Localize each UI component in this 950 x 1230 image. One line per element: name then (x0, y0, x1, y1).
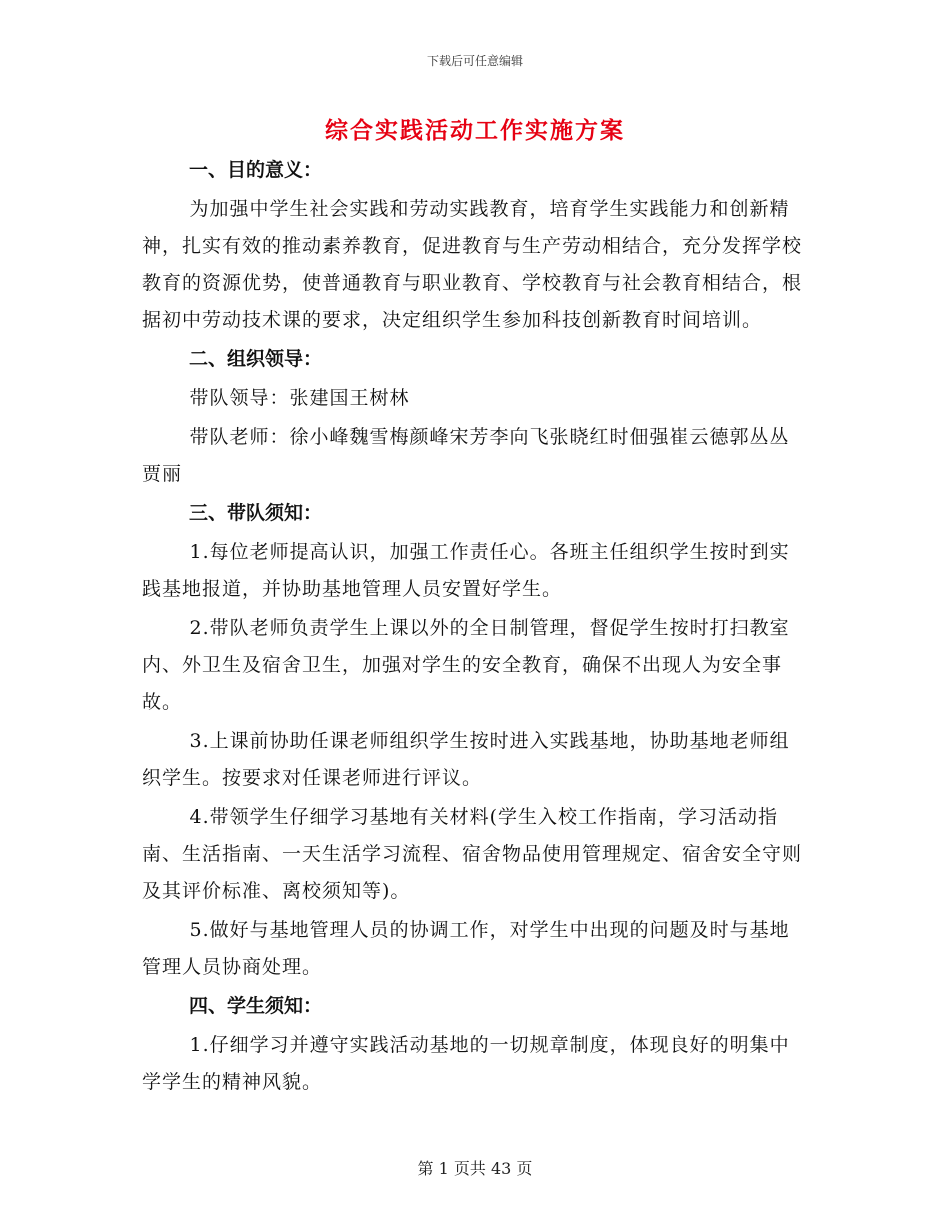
document-body (142, 152, 807, 1103)
document-title: 综合实践活动工作实施方案 (325, 117, 625, 144)
paragraph: 1.每位老师提高认识，加强工作责任心。各班主任组织学生按时到实践基地报道，并协助基地管理人员安置好学生。 (142, 541, 790, 600)
section-heading-purpose: 一、目的意义： (189, 159, 323, 181)
paragraph: 为加强中学生社会实践和劳动实践教育，培育学生实践能力和创新精神，扎实有效的推动素养教育，促进教育与生产劳动相结合，充分发挥学校教育的资源优势，使普通教育与职业教育、学校教育与社会教育相结合，根据初中劳动技术课的要求，决定组织学生参加科技创新教育时间培训。 (142, 198, 803, 331)
paragraph: 5.做好与基地管理人员的协调工作，对学生中出现的问题及时与基地管理人员协商处理。 (142, 919, 790, 978)
page-header-note: 下载后可任意编辑 (426, 54, 523, 68)
paragraph: 带队老师：徐小峰魏雪梅颜峰宋芳李向飞张晓红时佃强崔云德郭丛丛贾丽 (142, 426, 790, 485)
paragraph: 3.上课前协助任课老师组织学生按时进入实践基地，协助基地老师组织学生。按要求对任课老师进行评议。 (142, 730, 790, 789)
section-heading-teacher-notes: 三、带队须知： (189, 502, 323, 524)
section-heading-student-notes: 四、学生须知： (189, 995, 323, 1017)
paragraph: 4.带领学生仔细学习基地有关材料(学生入校工作指南，学习活动指南、生活指南、一天生活学习流程、宿舍物品使用管理规定、宿舍安全守则及其评价标准、离校须知等)。 (142, 806, 803, 902)
page-number: 第 1 页共 43 页 (417, 1159, 533, 1178)
paragraph: 带队领导：张建国王树林 (189, 387, 410, 409)
section-heading-leadership: 二、组织领导： (189, 348, 323, 370)
paragraph: 2.带队老师负责学生上课以外的全日制管理，督促学生按时打扫教室内、外卫生及宿舍卫生，加强对学生的安全教育，确保不出现人为安全事故。 (142, 617, 790, 713)
paragraph: 1.仔细学习并遵守实践活动基地的一切规章制度，体现良好的明集中学学生的精神风貌。 (142, 1034, 790, 1093)
